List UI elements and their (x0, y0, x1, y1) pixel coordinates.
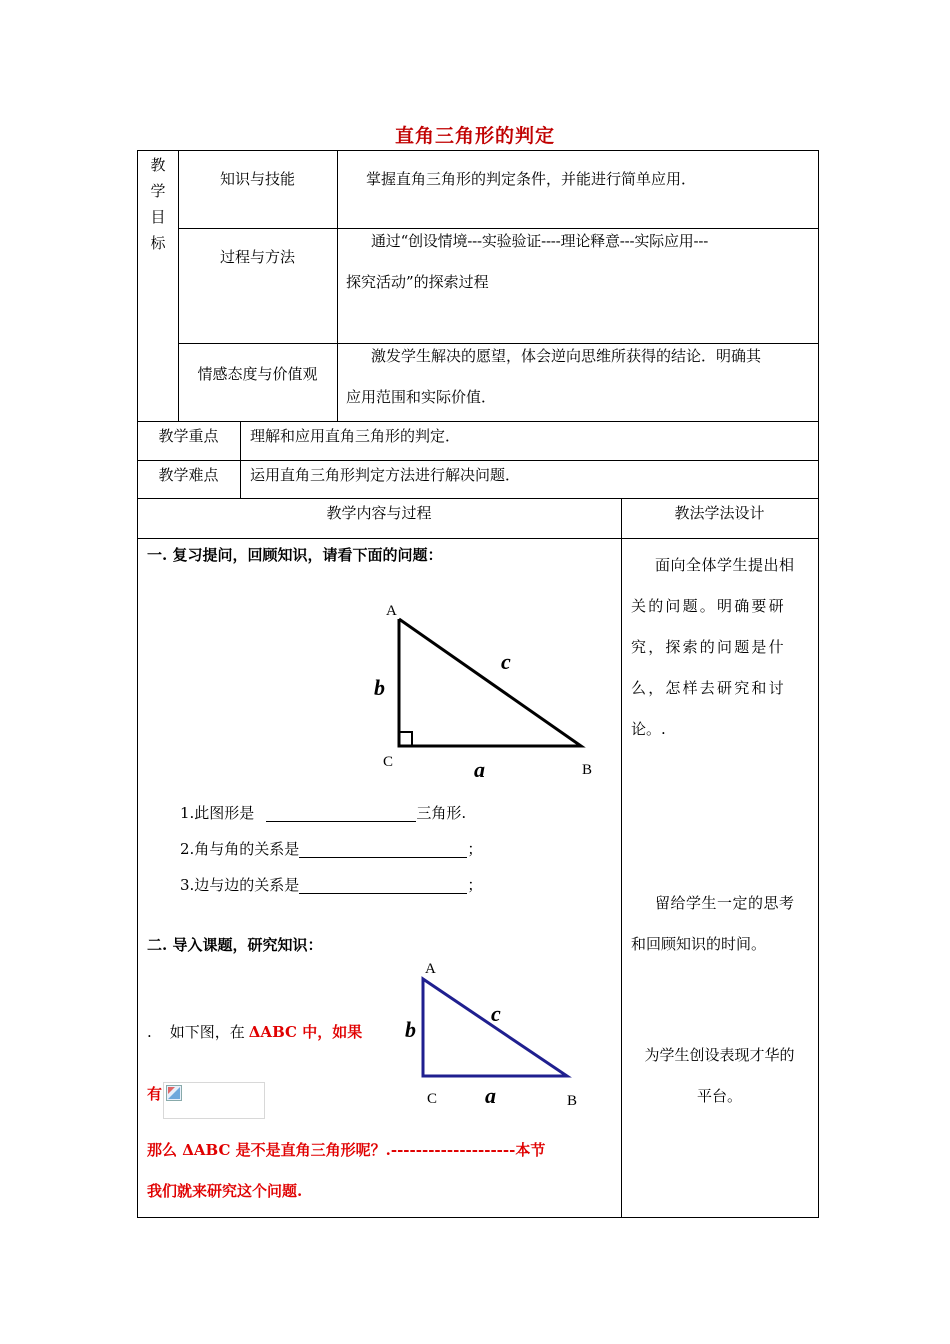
triangle1-side-b: b (374, 675, 385, 700)
objective-text-process-line1: 通过“创设情境---实验验证----理论释意---实际应用--- (371, 232, 709, 250)
right-angle-marker (399, 732, 412, 746)
triangle1-side-c: c (501, 649, 511, 674)
difficult-point-text: 运用直角三角形判定方法进行解决问题． (250, 466, 521, 484)
triangle2-vertex-b: B (567, 1093, 578, 1109)
column-header-method: 教法学法设计 (674, 504, 765, 522)
answer-blank-3[interactable] (299, 878, 467, 894)
triangle2-shape (423, 979, 567, 1076)
triangle-diagram-2 (395, 955, 595, 1115)
triangle1-vertex-b: B (582, 762, 593, 778)
triangle2-vertex-c: C (427, 1091, 438, 1107)
page-title: 直角三角形的判定 (394, 125, 555, 147)
question-2: 2.角与角的关系是 ； (180, 840, 483, 858)
objective-label-attitude: 情感态度与价值观 (197, 365, 318, 383)
section2-intro: . 如下图，在 ΔABC 中，如果 (147, 1023, 363, 1041)
key-point-text: 理解和应用直角三角形的判定． (250, 427, 461, 445)
objective-text-knowledge: 掌握直角三角形的判定条件，并能进行简单应用． (366, 170, 697, 188)
objective-text-process-line2: 探究活动”的探索过程 (346, 273, 489, 291)
objective-text-attitude-line1: 激发学生解决的愿望，体会逆向思维所获得的结论．明确其 (371, 347, 762, 365)
triangle2-side-b: b (405, 1017, 416, 1042)
triangle-diagram-1 (370, 595, 610, 780)
broken-image-icon (166, 1085, 182, 1101)
question-3: 3.边与边的关系是 ； (180, 876, 483, 894)
objectives-label: 教 学 目 标 (150, 156, 166, 252)
triangle2-side-a: a (485, 1083, 496, 1108)
triangle1-side-a: a (474, 757, 485, 780)
question-1: 1.此图形是 三角形. (180, 804, 467, 822)
triangle1-vertex-a: A (386, 603, 397, 619)
answer-blank-2[interactable] (299, 842, 467, 858)
objective-text-attitude-line2: 应用范围和实际价值． (346, 388, 497, 406)
method-note-2: 留给学生一定的思考 和回顾知识的时间。 (631, 894, 795, 953)
section2-question-line2: 我们就来研究这个问题. (147, 1182, 303, 1200)
method-note-3: 为学生创设表现才华的 平台。 (644, 1046, 795, 1105)
answer-blank-1[interactable] (266, 806, 416, 822)
section2-have: 有 (147, 1085, 163, 1103)
section2-heading: 二. 导入课题，研究知识： (147, 936, 323, 954)
triangle1-shape (399, 619, 581, 746)
difficult-point-label: 教学难点 (158, 466, 219, 484)
objective-label-process: 过程与方法 (219, 248, 295, 266)
triangle2-vertex-a: A (425, 961, 436, 977)
section1-heading: 一. 复习提问，回顾知识，请看下面的问题： (147, 546, 443, 564)
triangle2-side-c: c (491, 1001, 501, 1026)
section2-question-line1: 那么 ΔABC 是不是直角三角形呢？.--------------------本节 (147, 1141, 546, 1159)
column-header-content: 教学内容与过程 (326, 504, 432, 522)
triangle1-vertex-c: C (383, 754, 394, 770)
objective-label-knowledge: 知识与技能 (219, 170, 295, 188)
method-note-1: 面向全体学生提出相 关的问题。明确要研 究，探索的问题是什 么，怎样去研究和讨 论。. (631, 556, 795, 738)
key-point-label: 教学重点 (158, 427, 219, 445)
